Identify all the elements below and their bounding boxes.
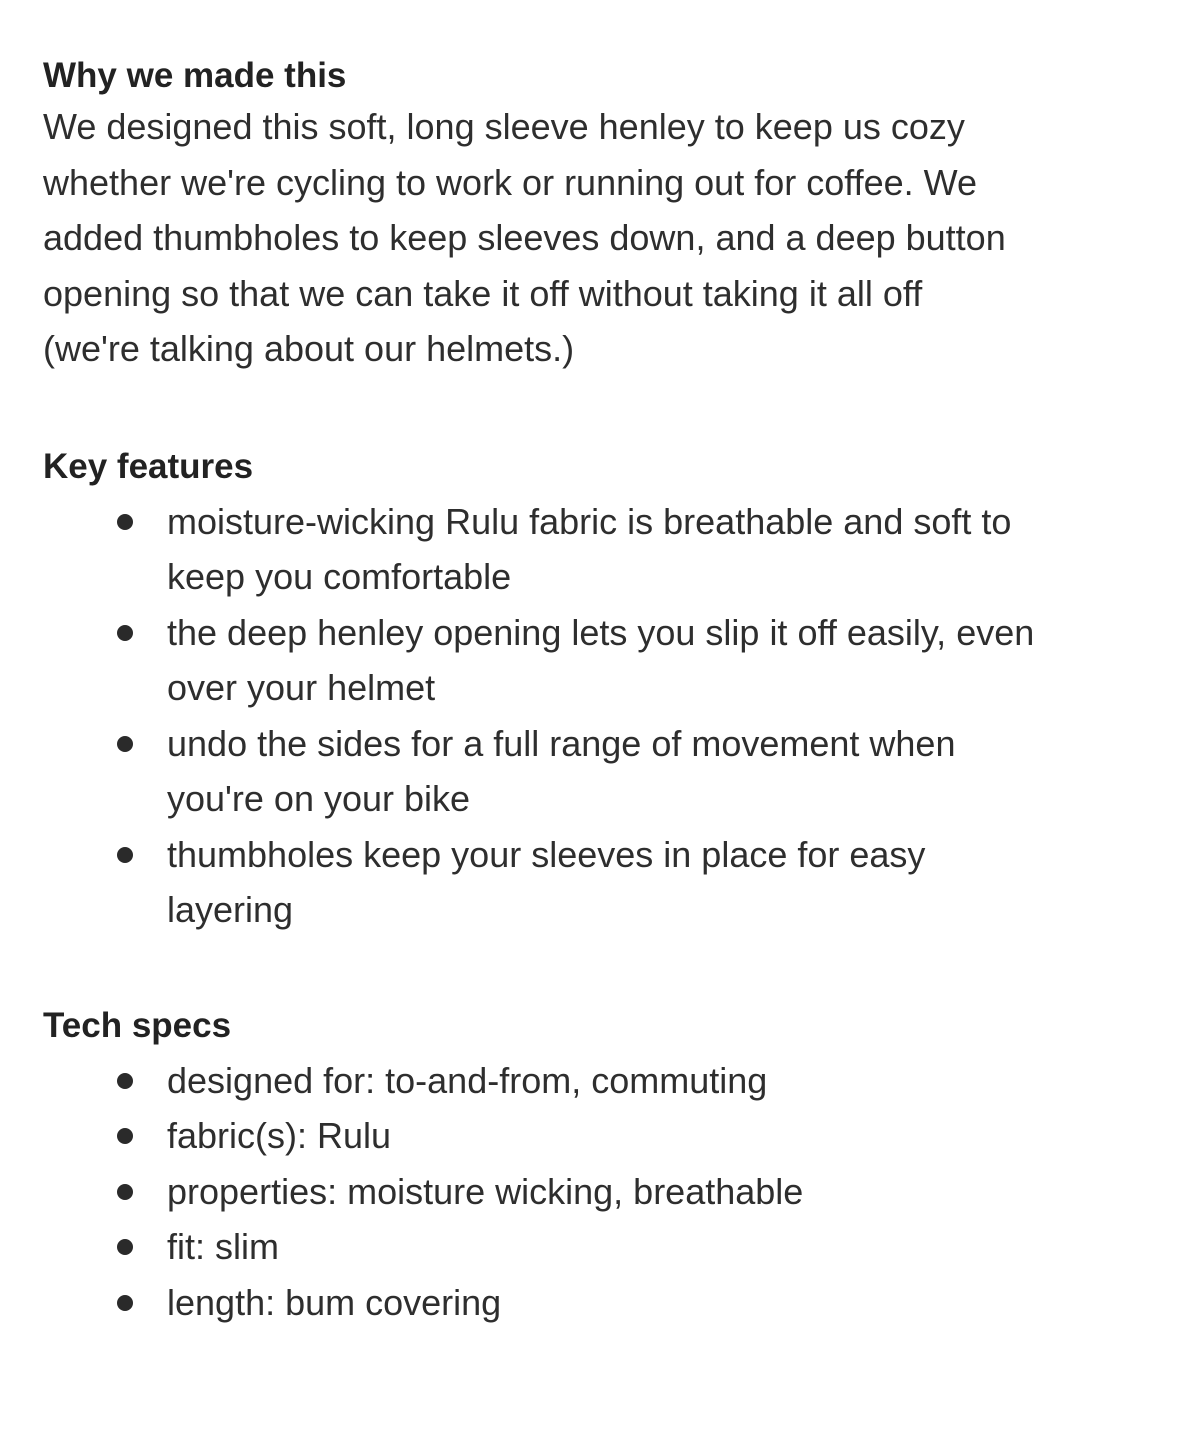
bullet-icon bbox=[117, 847, 133, 863]
why-we-made-this-heading: Why we made this bbox=[43, 56, 347, 95]
feature-text-line: the deep henley opening lets you slip it off easily, even bbox=[167, 611, 1035, 653]
bullet-icon bbox=[117, 1073, 133, 1089]
bullet-icon bbox=[117, 625, 133, 641]
key-features-section bbox=[43, 443, 1164, 938]
spec-list-item bbox=[167, 1108, 1164, 1164]
why-text-line: (we're talking about our helmets.) bbox=[43, 328, 575, 369]
tech-specs-heading: Tech specs bbox=[43, 1005, 232, 1045]
bullet-icon bbox=[117, 514, 133, 530]
feature-text-line: you're on your bike bbox=[167, 778, 471, 819]
feature-list-item bbox=[167, 605, 1164, 716]
why-text-line: We designed this soft, long sleeve henley to keep us cozy bbox=[43, 106, 965, 147]
why-text-line: added thumbholes to keep sleeves down, and a deep button bbox=[43, 217, 1006, 258]
feature-text-line: over your helmet bbox=[167, 667, 436, 708]
bullet-icon bbox=[117, 1239, 133, 1255]
feature-text-line: moisture-wicking Rulu fabric is breathable and soft to bbox=[167, 500, 1012, 542]
spec-text: length: bum covering bbox=[167, 1281, 502, 1323]
spec-list-item bbox=[167, 1219, 1164, 1275]
spec-list-item bbox=[167, 1275, 1164, 1331]
feature-text-line: layering bbox=[167, 889, 294, 930]
why-we-made-this-section bbox=[43, 52, 1164, 377]
why-we-made-this-text bbox=[43, 99, 1164, 377]
tech-specs-list bbox=[43, 1053, 1164, 1331]
bullet-icon bbox=[117, 1295, 133, 1311]
feature-list-item bbox=[167, 827, 1164, 938]
spec-text: properties: moisture wicking, breathable bbox=[167, 1170, 804, 1212]
tech-specs-section bbox=[43, 1002, 1164, 1331]
feature-list-item bbox=[167, 716, 1164, 827]
feature-text-line: keep you comfortable bbox=[167, 556, 512, 597]
bullet-icon bbox=[117, 1128, 133, 1144]
why-text-line: whether we're cycling to work or running out for coffee. We bbox=[43, 161, 977, 203]
feature-text-line: thumbholes keep your sleeves in place for easy bbox=[167, 833, 926, 875]
feature-list-item bbox=[167, 494, 1164, 605]
feature-text-line: undo the sides for a full range of movement when bbox=[167, 722, 956, 764]
spec-list-item bbox=[167, 1164, 1164, 1220]
why-text-line: opening so that we can take it off without taking it all off bbox=[43, 272, 923, 314]
spec-text: fabric(s): Rulu bbox=[167, 1115, 392, 1156]
bullet-icon bbox=[117, 1184, 133, 1200]
spec-text: designed for: to-and-from, commuting bbox=[167, 1059, 768, 1101]
key-features-heading: Key features bbox=[43, 446, 254, 486]
key-features-list bbox=[43, 494, 1164, 938]
bullet-icon bbox=[117, 736, 133, 752]
spec-list-item bbox=[167, 1053, 1164, 1109]
spec-text: fit: slim bbox=[167, 1226, 279, 1267]
